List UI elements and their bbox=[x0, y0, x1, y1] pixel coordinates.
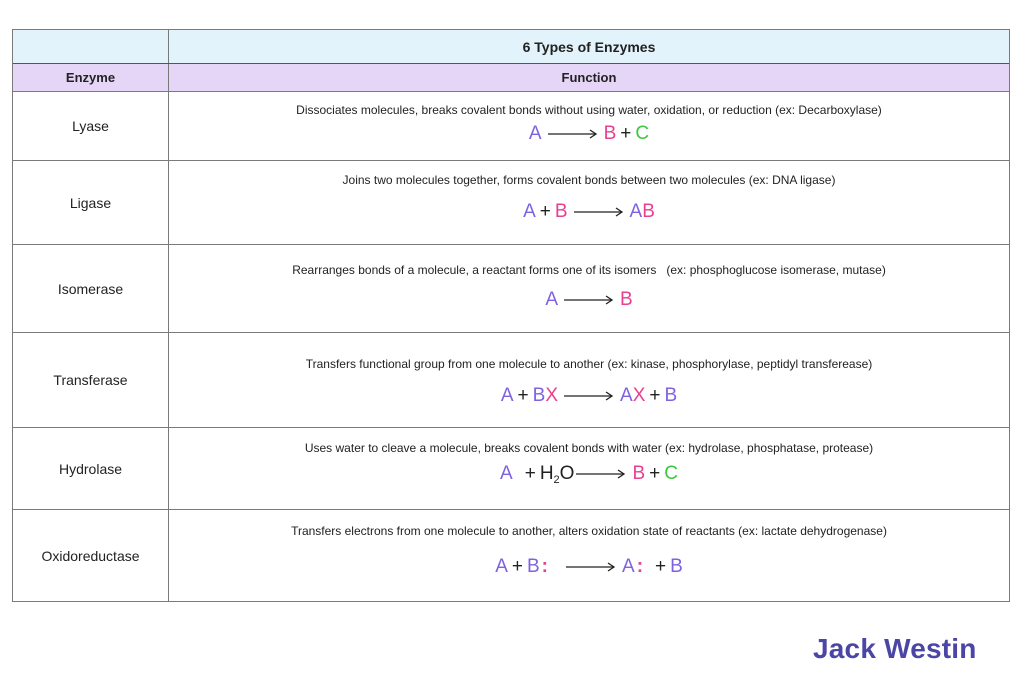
product-a: A bbox=[629, 201, 643, 222]
reaction-arrow bbox=[548, 123, 598, 145]
enzyme-cell bbox=[13, 161, 169, 244]
enzyme-cell bbox=[13, 333, 169, 427]
product-c: C bbox=[635, 123, 650, 144]
reactant-a: A bbox=[523, 201, 536, 222]
electron-pair: : bbox=[636, 556, 644, 577]
reaction-arrow bbox=[574, 201, 624, 223]
reaction-equation bbox=[495, 556, 683, 578]
product-a: A bbox=[620, 385, 633, 406]
header-function: Function bbox=[561, 70, 617, 85]
function-description: Transfers functional group from one molecule to another (ex: kinase, phosphorylase, peptidyl transferease) bbox=[305, 357, 873, 371]
enzyme-name: Lyase bbox=[72, 118, 109, 134]
reactant-b: B bbox=[526, 556, 540, 577]
plus-sign: + bbox=[649, 463, 661, 484]
reactant-b: B bbox=[554, 201, 568, 222]
reaction-arrow bbox=[564, 385, 614, 407]
reaction-equation bbox=[523, 201, 655, 223]
product-x: X bbox=[632, 385, 646, 406]
function-cell bbox=[169, 161, 1009, 244]
product-b: B bbox=[664, 385, 678, 406]
table-row bbox=[13, 509, 1009, 601]
plus-sign: + bbox=[517, 385, 529, 406]
water-subscript: 2 bbox=[553, 474, 560, 486]
table-title: 6 Types of Enzymes bbox=[522, 38, 656, 55]
enzymes-table bbox=[12, 29, 1010, 602]
table-row bbox=[13, 91, 1009, 160]
function-description: Joins two molecules together, forms covalent bonds between two molecules (ex: DNA ligase) bbox=[342, 173, 836, 187]
reactant-a: A bbox=[500, 463, 513, 484]
enzyme-cell bbox=[13, 428, 169, 509]
function-cell bbox=[169, 333, 1009, 427]
enzyme-cell bbox=[13, 245, 169, 332]
reaction-equation bbox=[529, 123, 649, 145]
reaction-equation bbox=[501, 385, 677, 407]
product-b: B bbox=[632, 463, 646, 484]
table-row bbox=[13, 332, 1009, 427]
plus-sign: + bbox=[649, 385, 661, 406]
table-row bbox=[13, 160, 1009, 244]
reaction-equation bbox=[545, 289, 632, 311]
product-b: B bbox=[670, 556, 683, 577]
reaction-equation bbox=[500, 463, 678, 485]
table-header-row bbox=[13, 63, 1009, 91]
enzyme-name: Transferase bbox=[53, 372, 128, 388]
function-description: Uses water to cleave a molecule, breaks covalent bonds with water (ex: hydrolase, phosphatase, protease) bbox=[304, 441, 874, 455]
electron-pair: : bbox=[541, 556, 548, 577]
header-enzyme: Enzyme bbox=[13, 64, 169, 91]
enzyme-name: Isomerase bbox=[57, 280, 124, 297]
reactant-a: A bbox=[545, 289, 558, 310]
brand-logo: Jack Westin bbox=[813, 633, 977, 664]
water-o: O bbox=[559, 463, 575, 484]
product-a: A bbox=[622, 556, 635, 577]
enzyme-cell bbox=[13, 510, 169, 601]
product-c: C bbox=[664, 463, 678, 484]
function-description: Transfers electrons from one molecule to another, alters oxidation state of reactants (ex: lactate dehydrogenase) bbox=[291, 524, 887, 538]
water-h: H bbox=[539, 463, 554, 484]
reactant-a: A bbox=[500, 385, 514, 406]
table-row bbox=[13, 427, 1009, 509]
enzyme-name: Ligase bbox=[69, 194, 112, 211]
table-row bbox=[13, 244, 1009, 332]
reactant-a: A bbox=[528, 123, 542, 144]
reaction-arrow bbox=[566, 556, 616, 578]
reaction-arrow bbox=[564, 289, 614, 311]
table-title-row bbox=[13, 30, 1009, 63]
reactant-x: X bbox=[545, 385, 558, 406]
reactant-a: A bbox=[495, 556, 508, 577]
plus-sign: + bbox=[620, 123, 632, 144]
plus-sign: + bbox=[655, 556, 667, 577]
plus-sign: + bbox=[539, 201, 551, 222]
plus-sign: + bbox=[524, 463, 536, 484]
function-cell bbox=[169, 510, 1009, 601]
reactant-b: B bbox=[532, 385, 546, 406]
product-b: B bbox=[642, 201, 655, 222]
reaction-arrow bbox=[576, 463, 626, 485]
plus-sign: + bbox=[511, 556, 523, 577]
enzyme-name: Hydrolase bbox=[58, 460, 123, 477]
title-empty-cell bbox=[13, 30, 169, 63]
function-description: Dissociates molecules, breaks covalent bonds without using water, oxidation, or reduction (ex: Decarboxylase) bbox=[296, 103, 882, 117]
enzyme-cell bbox=[13, 92, 169, 160]
function-description: Rearranges bonds of a molecule, a reactant forms one of its isomers (ex: phosphoglucose isomerase, mutase) bbox=[292, 263, 886, 277]
function-cell bbox=[169, 92, 1009, 160]
function-cell bbox=[169, 245, 1009, 332]
function-cell bbox=[169, 428, 1009, 509]
product-b: B bbox=[603, 123, 617, 144]
product-b: B bbox=[620, 289, 633, 310]
enzyme-name: Oxidoreductase bbox=[41, 547, 140, 564]
